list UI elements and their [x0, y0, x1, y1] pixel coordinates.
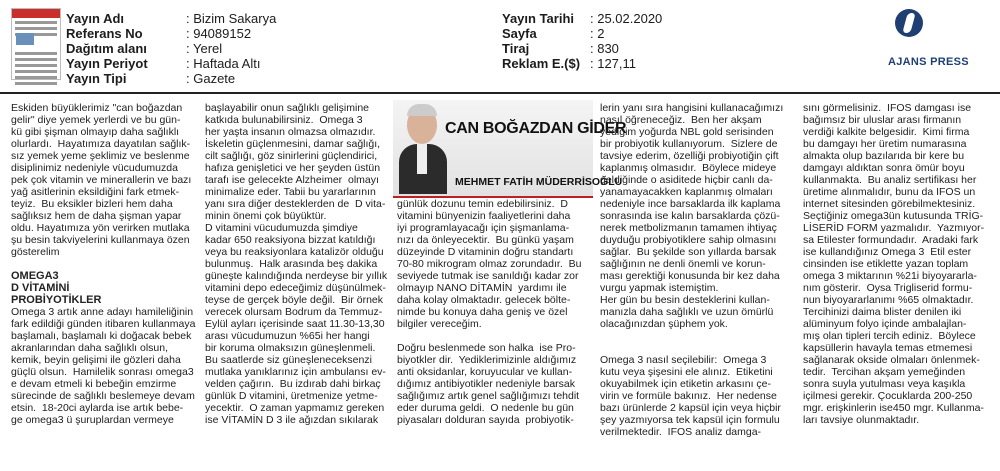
article-line: nızı da önleyecektir. Bu günkü yaşam	[397, 234, 574, 246]
article-line: ması gerektiği konusunda bir kez daha	[600, 270, 780, 282]
article-line: bir koruma olmaksızın güneşlenmeli.	[205, 342, 376, 354]
article-line: bağımsız bir uluslar arası firmanın	[803, 114, 962, 126]
article-line: verilmektedir. IFOS analiz damga-	[600, 426, 762, 438]
article-line: yecektir. O zaman yapmamız gereken	[205, 402, 385, 414]
author-name: MEHMET FATİH MÜDERRİSOĞLU	[455, 176, 623, 188]
article-line: her yaşta insanın olmazsa olmazıdır.	[205, 126, 376, 138]
article-line: vitamini depo edeceğimiz düşünülmek-	[205, 282, 386, 294]
info-row-publication-type: Yayın Tipi : Gazete	[66, 71, 236, 86]
article-line: sağlığımız artık genel sağlığımızı tehdit	[397, 390, 580, 402]
article-line: LİSERİD FORM yazmalıdır. Yazmıyor-	[803, 222, 985, 234]
article-line: hafıza genişletici ve her şeyden üstün	[205, 162, 381, 174]
article-line: teyse de gerçek böyle değil. Bir örnek	[205, 294, 384, 306]
article-column-4	[600, 102, 790, 438]
info-row-publication-period: Yayın Periyot : Haftada Altı	[66, 56, 261, 71]
article-line: Bu saatlerde siz güneşleneceksenzi	[205, 354, 372, 366]
article-line: olacağınızdan şüphem yok.	[600, 318, 728, 330]
publication-info-left	[66, 11, 276, 86]
article-line: seviyede tutmak ise sanıldığı kadar zor	[397, 270, 579, 282]
header-divider	[0, 92, 1000, 94]
article-line: alüminyum folyo içinde ambalajlan-	[803, 318, 967, 330]
article-line: kemik, beyin gelişimi ile gözleri daha	[11, 354, 181, 366]
article-line: sağlanarak okside olmaları önlenmek-	[803, 354, 980, 366]
article-subheading: PROBİYOTİKLER	[11, 294, 102, 306]
article-line: kapsüllerin havayla temas etmemesi	[803, 342, 973, 354]
article-line: bir probiyotik kullanıyorum. Sizlere de	[600, 138, 778, 150]
article-line: kullanmakta. Bu analiz sertifikası her	[803, 174, 977, 186]
article-line: gelir" diye yemek yerlerdi ve bu gün-	[11, 114, 181, 126]
article-column-3	[397, 198, 592, 426]
page-thumbnail	[11, 8, 61, 80]
article-line: vurgu yapmak istemiştim.	[600, 282, 719, 294]
article-line: sürecinde de sağlıklı beslemeye devam	[11, 390, 195, 402]
article-line: İskeletin güçlenmesini, damar sağlığı,	[205, 138, 381, 150]
article-line: verecek olursam Bodrum da Temmuz-	[205, 306, 383, 318]
article-line: duyduğu probiyotiklere sahip olmasını	[600, 234, 777, 246]
article-line: şey yazmıyorsa tek kapsül için formulu	[600, 414, 780, 426]
info-row-page: Sayfa : 2	[502, 26, 605, 41]
article-line: günlük D vitamini, üretmenize yetme-	[205, 390, 378, 402]
article-line: ları tavsiye olunmaktadır.	[803, 414, 920, 426]
article-line: nasıl öğreneceğiz. Ben her akşam	[600, 114, 762, 126]
column-title: CAN BOĞAZDAN GİDER	[445, 120, 627, 137]
article-line: Tercihinizi daima blister denilen iki	[803, 306, 962, 318]
article-line: D vitamini vücudumuzda şimdiye	[205, 222, 358, 234]
article-line: kadar 650 reaksiyona bizzat katıldığı	[205, 234, 376, 246]
article-line: ge omega3 ü şuruplardan vermeye	[11, 414, 174, 426]
article-line: katkıda bulunabilirsiniz. Omega 3	[205, 114, 363, 126]
article-line: kü gibi şişman olmayıp daha sağlıklı	[11, 126, 180, 138]
article-line: başlayabilir onun sağlıklı gelişimine	[205, 102, 370, 114]
article-line: tarafı ise gelecekte Alzheimer olmayı	[205, 174, 379, 186]
article-line: yağ asitlerinin eksildiğini fark etmek-	[11, 186, 180, 198]
paragraph-gap	[600, 342, 790, 354]
article-line: günlük dozunu temin edebilirsiniz. D	[397, 198, 569, 210]
info-row-circulation: Tiraj : 830	[502, 41, 619, 56]
article-line: gösterelim	[11, 246, 60, 258]
article-line: omega 3 miktarının %21i biyoyararla-	[803, 270, 977, 282]
article-line: sız yemek yeme şeklimiz ve beslenme	[11, 150, 190, 162]
article-line: dığımız antibiyotikler nedeniyle barsak	[397, 378, 576, 390]
article-line: Omega 3 artık anne adayı hamileliğinin	[11, 306, 194, 318]
article-line: mutlaka yanıklarınız için ambulansı ev-	[205, 366, 386, 378]
info-row-publication-date: Yayın Tarihi : 25.02.2020	[502, 11, 663, 26]
article-column-1	[11, 102, 196, 426]
info-row-publication-name: Yayın Adı : Bizim Sakarya	[66, 11, 277, 26]
article-line: nimde bu konuya daha geniş ve özel	[397, 306, 568, 318]
article-line: manızla daha sağlıklı ve uzun ömürlü	[600, 306, 774, 318]
paragraph-gap	[600, 330, 790, 342]
article-line: daha kolay olmaktadır. gelecek bölte-	[397, 294, 571, 306]
article-line: ise VİTAMİN D 3 ile ağızdan sıkılarak	[205, 414, 379, 426]
article-line: nım gösterir. Oysa Trigliserid formu-	[803, 282, 973, 294]
article-line: vitamini bünyenizin faaliyetlerini daha	[397, 210, 571, 222]
article-line: virin ve formüle bakınız. Her nedense	[600, 390, 777, 402]
logo-text: AJANS PRESS	[888, 56, 969, 68]
article-subheading: OMEGA3	[11, 270, 59, 282]
article-line: mgr. erişkinlerin ise450 mgr. Kullanma-	[803, 402, 984, 414]
publication-info-right	[502, 11, 662, 71]
info-row-ad-value: Reklam E.($) : 127,11	[502, 56, 637, 71]
article-line: olmayıp NANO DİTAMİN yardımı ile	[397, 282, 567, 294]
article-line: içilmesi gerekir. Çocuklarda 200-250	[803, 390, 973, 402]
article-line: mış olan tipleri tercih ediniz. Böylece	[803, 330, 976, 342]
article-line: sağlığının ne denli önemli ve korun-	[600, 258, 766, 270]
article-line: tavsiye ederim, özelliği probiyotiğin çift	[600, 150, 779, 162]
article-line: nedeniyle ince barsaklarda ilk kaplama	[600, 198, 781, 210]
article-line: iyi programlayacağı için şişmanlama-	[397, 222, 570, 234]
article-line: nerek metbolizmanın tamamen ihtiyaç	[600, 222, 777, 234]
author-photo	[399, 104, 447, 194]
article-line: minin önemi çok büyüktür.	[205, 210, 327, 222]
article-line: geldiğinde o asiditede hiçbir canlı da-	[600, 174, 773, 186]
paragraph-gap	[11, 258, 196, 270]
article-line: e devam etmeli ki bebeğin emzirme	[11, 378, 177, 390]
article-line: düzeyinde D vitaminin doğru standartı	[397, 246, 574, 258]
article-line: sını görmelisiniz. IFOS damgası ise	[803, 102, 972, 114]
article-line: tedir. Tercihan akşam yemeğinden	[803, 366, 966, 378]
article-line: cilt sağlığı, göz sinirlerini güçlendirici,	[205, 150, 378, 162]
article-line: bazı ürünlerde 2 kapsül için veya hiçbir	[600, 402, 781, 414]
article-line: Doğru beslenmede son halka ise Pro-	[397, 342, 576, 354]
article-line: şu besin takviyelerini kullanmaya özen	[11, 234, 190, 246]
article-line: ise kullandığınız Omega 3 Etil ester	[803, 246, 972, 258]
article-line: Omega 3 nasıl seçilebilir: Omega 3	[600, 354, 767, 366]
article-line: sağlar. Bu şekilde son yıllarda barsak	[600, 246, 777, 258]
article-line: oldu. Hayatımıza yön verirken mutlaka	[11, 222, 190, 234]
article-column-2	[205, 102, 390, 426]
article-line: damgayı aldıktan sonra ömür boyu	[803, 162, 965, 174]
article-line: sa Etilester formundadır. Aradaki fark	[803, 234, 979, 246]
article-line: başlamalı, başlamalı ki doğacak bebek	[11, 330, 192, 342]
article-line: eder duruma geldi. O nedenle bu gün	[397, 402, 574, 414]
ajans-press-logo	[888, 8, 988, 80]
article-line: kutu veya şişesini ele alınız. Etiketini	[600, 366, 773, 378]
article-line: verdiği kalkite belgesidir. Kimi firma	[803, 126, 970, 138]
article-line: internet sitesinden görebilmektesiniz.	[803, 198, 976, 210]
article-line: güneşte kalındığında nerdeyse bir yıllık	[205, 270, 388, 282]
article-line: nun biyoyararlanımı %65 olmaktadır.	[803, 294, 974, 306]
info-row-distribution-area: Dağıtım alanı : Yerel	[66, 41, 223, 56]
article-line: güçlü olsun. Hamilelik sonrası omega3	[11, 366, 194, 378]
article-line: almakta olup bazılarıda bir kere bu	[803, 150, 965, 162]
article-line: anti oksidanlar, koruyucular ve kullan-	[397, 366, 573, 378]
article-line: yediğim yoğurda NBL gold serisinden	[600, 126, 774, 138]
article-line: piyasaları dolduran sayıda probiyotik-	[397, 414, 574, 426]
article-line: 70-80 mikrogram olmaz zorundadır. Bu	[397, 258, 582, 270]
article-line: bulunmuş. Halk arasında beş dakika	[205, 258, 378, 270]
column-banner	[393, 100, 627, 198]
article-line: teyiz. Bu eksikler bizleri hem daha	[11, 198, 173, 210]
article-line: disiplinimiz nedeniyle vücudumuzda	[11, 162, 178, 174]
article-line: Seçtiğiniz omega3ün kutusunda TRİG-	[803, 210, 984, 222]
article-line: olurlardı. Hayatımıza dayatılan sağlık-	[11, 138, 191, 150]
article-line: etsin. 18-20ci aylarda ise artık bebe-	[11, 402, 184, 414]
article-column-5	[803, 102, 993, 426]
article-line: Eylül ayları içerisinde saat 11.30-13,30	[205, 318, 385, 330]
article-line: yanı sıra diğer desteklerden de D vita-	[205, 198, 386, 210]
article-line: akranlarından daha sağlıklı olsun,	[11, 342, 169, 354]
article-line: kaplanmış olmasıdır. Böylece mideye	[600, 162, 777, 174]
article-line: Eskiden büyüklerimiz "can boğazdan	[11, 102, 183, 114]
paragraph-gap	[397, 330, 592, 342]
article-line: fark edildiği günden itibaren kullanmaya	[11, 318, 196, 330]
article-line: sonrasında ise kalın barsaklarda çözü-	[600, 210, 780, 222]
article-line: bilgiler vereceğim.	[397, 318, 482, 330]
article-line: sonra suyla yutulması veya kaşıkla	[803, 378, 966, 390]
article-line: cinsinden ise etiklette yazan toplam	[803, 258, 969, 270]
info-row-reference-no: Referans No : 94089152	[66, 26, 252, 41]
article-line: okuyabilmek için etiketin arkasını çe-	[600, 378, 771, 390]
article-line: veya bu reaksiyonlara katalizör olduğu	[205, 246, 384, 258]
article-line: velden çağırın. Bu izdırab dahi birkaç	[205, 378, 381, 390]
article-line: biyotkler dir. Yediklerimizinle aldığımız	[397, 354, 577, 366]
article-line: minimalize eder. Tabii bu yararlarının	[205, 186, 376, 198]
article-line: arası vücudumuzun %65i her hangi	[205, 330, 370, 342]
article-subheading: D VİTAMİNİ	[11, 282, 70, 294]
article-line: yanamayacakken kaplanmış olmaları	[600, 186, 773, 198]
article-line: Her gün bu besin desteklerini kullan-	[600, 294, 770, 306]
article-line: bu damgayı her üretim numarasına	[803, 138, 967, 150]
article-line: pek çok vitamin ve minerallerin ve bazı	[11, 174, 192, 186]
ajans-press-logo-icon	[895, 9, 923, 37]
article-line: üretime alınmalıdır, bunu da IFOS un	[803, 186, 976, 198]
article-line: sağlıksız hem de daha şişman yapar	[11, 210, 182, 222]
article-line: lerin yanı sıra hangisini kullanacağımızı	[600, 102, 784, 114]
